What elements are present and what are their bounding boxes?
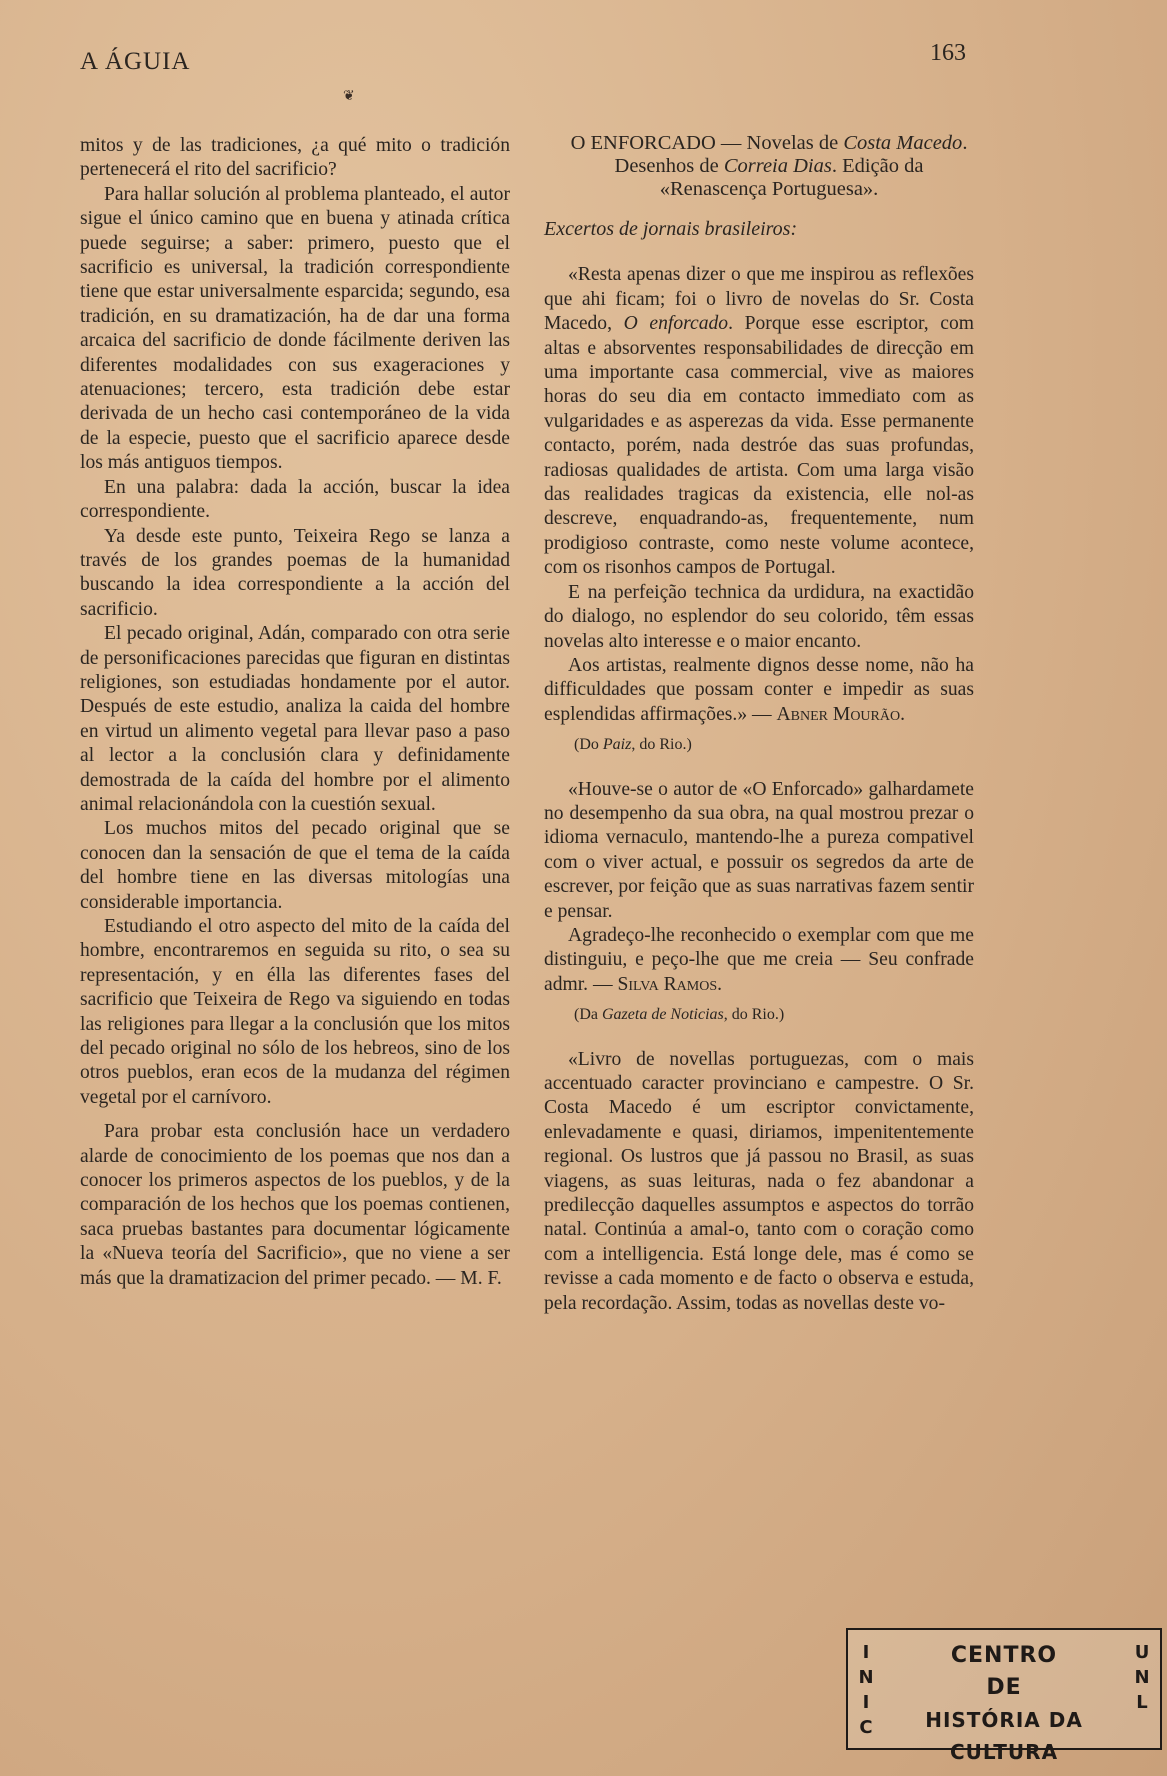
newspaper-name: Paiz [602,736,632,754]
review-text: Agradeço-lhe reconhecido o exemplar com que me distinguiu, e peço-lhe que me creia — Seu confrade admr. — [544,924,974,995]
stamp-side-letters [1132,1640,1152,1715]
source-text: , do Rio.) [631,736,692,754]
paragraph: Para probar esta conclusión hace un verdadero alarde de conocimiento de los poemas que nos dan a conocer los primeros aspectos de los pueblos, y de la comparación de los hechos que los poemas contienen, saca pruebas bastantes para documentar lógicamente la «Nueva teoría del Sacrificio», que no viene a ser más que la dramatizacion del primer pecado. — M. F. [80,1121,510,1289]
review-text: . Porque esse escriptor, com altas e absorventes responsabilidades de direcção em uma importante casa commercial, vive as maiores horas do seu dia em contacto immediato com as vulgaridades e as asperezas da vida. Esse permanente contacto, porém, nada destróe das suas profundas, radiosas qualidades de artista. Com uma larga visão das realidades tragicas da existencia, elle nol-as descreve, enquadrando-as, frequentemente, num prodigioso contraste, como neste volume acontece, com os risonhos campos de Portugal. [544,313,974,579]
ornament-icon: ❦ [343,89,355,104]
newspaper-name: Gazeta de Noticias [601,1006,724,1024]
source-citation [574,1003,974,1027]
author-name: Costa Macedo [843,132,963,154]
book-title [544,132,974,201]
paragraph: Ya desde este punto, Teixeira Rego se lanza a través de los grandes poemas de la humanidad buscando la idea correspondiente a la acción del sacrificio. [80,525,510,620]
paragraph: mitos y de las tradiciones, ¿a qué mito o tradición pertenecerá el rito del sacrificio? [80,135,510,181]
review-text: «Resta apenas dizer o que me inspirou as reflexões que ahi ficam; foi o livro de novelas do Sr. Costa Macedo, [544,264,974,335]
paragraph: Para hallar solución al problema planteado, el autor sigue el único camino que en buena y atinada crítica puede seguirse; a saber: primero, puesto que el sacrificio es universal, la tradición correspondiente tiene que estar universalmente esparcida; segundo, esa tradición, en su dramatización, ha de dar una forma arcaica del sacrificio de donde fácilmente deriven las diferentes modalidades con sus exageraciones y atenuaciones; tercero, esta tradición debe estar derivada de un hecho casi contemporáneo de la vida de la especie, puesto que el sacrificio aparece desde los más antiguos tiempos. [80,183,510,474]
illustrator-name: Correia Dias [723,155,832,177]
review-paragraph: E na perfeição technica da urdidura, na exactidão do dialogo, no esplendor do seu colorido, têm essas novelas alto interesse e o maior encanto. [544,581,974,652]
review-paragraph [544,924,974,997]
stamp-letter: N [858,1667,874,1688]
stamp-letter: U [1134,1642,1150,1663]
paragraph: El pecado original, Adán, comparado con otra serie de personificaciones parecidas que figuran en distintas religiones, son estudiadas hondamente por el autor. Después de este estudio, analiza la caida del hombre en virtud un alimento vegetal para llevar paso a paso al lector a la conclusión clara y definidamente demostrada de la caída del hombre por el alimento animal relacionándola con la cuestión sexual. [80,623,510,815]
right-column [544,132,974,1316]
review-paragraph [544,654,974,727]
source-citation [574,733,974,757]
book-title-text: O ENFORCADO — Novelas de [570,132,844,154]
book-title-text: . Desenhos de [614,132,968,177]
stamp-letter: I [862,1642,870,1663]
review-paragraph [544,263,974,580]
reviewer-name: Abner Mourão. [776,703,906,725]
stamp-letter: L [1136,1692,1148,1713]
stamp-letter: I [862,1692,870,1713]
paragraph: Los muchos mitos del pecado original que se conocen dan la sensación de que el tema de la caída del hombre tiene en las diversas mitologías una considerable importancia. [80,818,510,913]
review-paragraph: «Livro de novellas portuguezas, com o mais accentuado caracter provinciano e campestre. O Sr. Costa Macedo é um escriptor convictamente, enlevadamente e quasi, diriamos, impenitentemente regional. Os lustros que já passou no Brasil, as suas viagens, as suas leituras, nada o fez abandonar a predilecção daquelles assumptos e aspectos do torrão natal. Continúa a amal-o, tanto com o coração como com a intelligencia. Está longe dele, mas é como se revisse a cada momento e de facto o observa e estuda, pela recordação. Assim, todas as novellas deste vo- [544,1048,974,1314]
stamp-letter: C [859,1717,873,1738]
stamp-line: HISTÓRIA DA CULTURA [925,1708,1083,1764]
section-subheading: Excertos de jornais brasileiros: [544,218,798,240]
stamp-side-letters [856,1640,876,1740]
stamp-text [888,1640,1120,1768]
review-text: Aos artistas, realmente dignos desse nome, não ha difficuldades que possam conter e impedir as suas esplendidas affirmações.» — [544,654,974,725]
source-text: , do Rio.) [723,1006,785,1024]
paragraph: Estudiando el otro aspecto del mito de la caída del hombre, encontraremos en seguida su rito, o sea su representación, y en élla las diferentes fases del sacrificio que Teixeira de Rego va siguiendo en todas las religiones para llegar a la conclusión que los mitos del pecado original no sólo de los hebreos, sino de los otros pueblos, eran ecos de la mudanza del régimen vegetal por el carnívoro. [80,916,510,1108]
book-title-ref: O enforcado [623,313,729,335]
paragraph: En una palabra: dada la acción, buscar la idea correspondiente. [80,476,510,523]
library-stamp [846,1628,1162,1764]
left-column [80,134,510,1291]
review-paragraph: «Houve-se o autor de «O Enforcado» galhardamete no desempenho da sua obra, na qual mostrou prezar o idioma vernaculo, mantendo-lhe a pureza compativel com o viver actual, e possuir os segredos da arte de escrever, por feição que as suas narrativas fazem sentir e pensar. [544,778,974,922]
book-title-text: . Edição da «Renascença Portuguesa». [659,155,924,200]
source-text: (Do [574,736,603,754]
source-text: (Da [574,1006,602,1024]
stamp-line: CENTRO [950,1643,1058,1668]
stamp-line: DE [986,1675,1022,1700]
stamp-letter: N [1134,1667,1150,1688]
running-title: A ÁGUIA [80,48,191,75]
reviewer-name: Silva Ramos. [617,973,723,995]
page-number: 163 [930,40,966,66]
